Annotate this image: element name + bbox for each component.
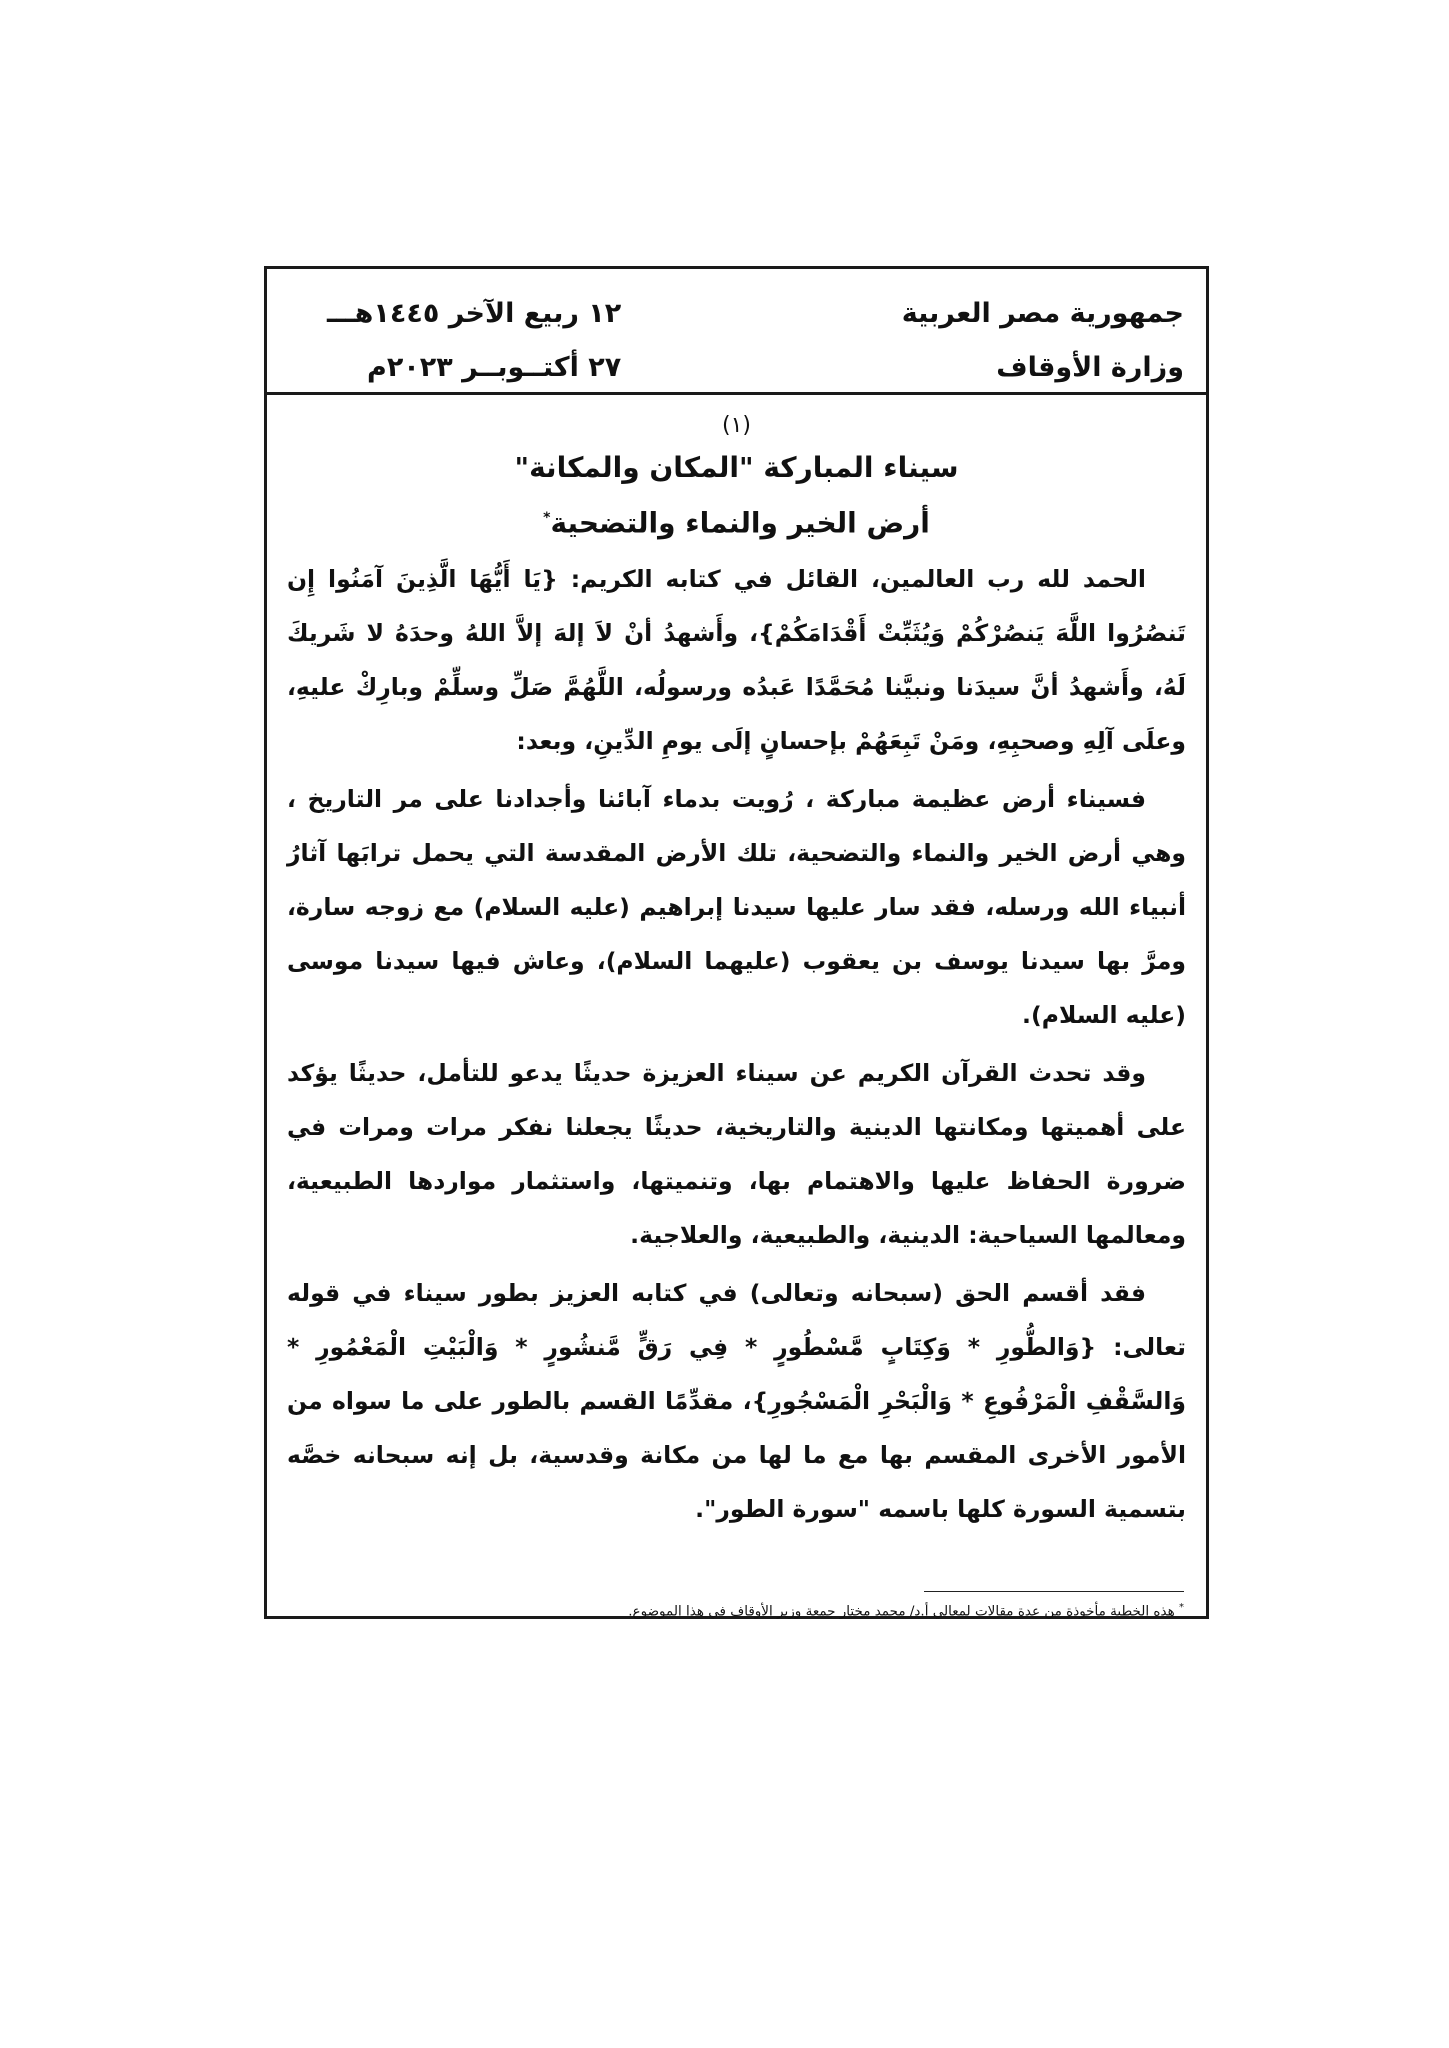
sermon-title-line2	[287, 493, 1186, 548]
sermon-body	[267, 395, 1206, 1538]
date-block	[327, 287, 621, 395]
issuer-block	[902, 287, 1184, 395]
document-header	[267, 269, 1206, 395]
sermon-title-line1: سيناء المباركة "المكان والمكانة"	[514, 451, 959, 484]
paragraph-sinai-land: فسيناء أرض عظيمة مباركة ، رُويت بدماء آبائنا وأجدادنا على مر التاريخ ، وهي أرض الخير والنماء والتضحية، تلك الأرض المقدسة التي يحمل ترابَها آثارُ أنبياء الله ورسله، فقد سار عليها سيدنا إبراهيم (عليه السلام) مع زوجه سارة، ومرَّ بها سيدنا يوسف بن يعقوب (عليهما السلام)، وعاش فيها سيدنا موسى (عليه السلام).	[287, 785, 1186, 1030]
document-frame	[264, 266, 1209, 1619]
paragraph-quran-mention: وقد تحدث القرآن الكريم عن سيناء العزيزة حديثًا يدعو للتأمل، حديثًا يؤكد على أهميتها ومكانتها الدينية والتاريخية، حديثًا يجعلنا نفكر مرات ومرات في ضرورة الحفاظ عليها والاهتمام بها، وتنميتها، واستثمار مواردها الطبيعية، ومعالمها السياحية: الدينية، والطبيعية، والعلاجية.	[287, 1059, 1186, 1250]
footnote	[628, 1599, 1184, 1621]
footnote-divider	[924, 1591, 1184, 1592]
sermon-number: (١)	[721, 413, 751, 438]
country-name: جمهورية مصر العربية	[901, 298, 1184, 329]
hijri-date: ١٢ ربيع الآخر ١٤٤٥هـــ	[327, 298, 622, 329]
paragraph-opening: الحمد لله رب العالمين، القائل في كتابه الكريم: {يَا أَيُّهَا الَّذِينَ آمَنُوا إِن تَنصُرُوا اللَّهَ يَنصُرْكُمْ وَيُثَبِّتْ أَقْدَامَكُمْ}، وأَشهدُ أنْ لاَ إلهَ إلاَّ اللهُ وحدَهُ لا شَريكَ لَهُ، وأَشهدُ أنَّ سيدَنا ونبيَّنا مُحَمَّدًا عَبدُه ورسولُه، اللَّهُمَّ صَلِّ وسلِّمْ وبارِكْ عليهِ، وعلَى آلِهِ وصحبِهِ، ومَنْ تَبِعَهُمْ بإحسانٍ إلَى يومِ الدِّينِ، وبعد:	[287, 565, 1186, 756]
footnote-text: هذه الخطبة مأخوذة من عدة مقالات لمعالي أ.د/ محمد مختار جمعة وزير الأوقاف في هذا الموضوع.	[628, 1603, 1175, 1620]
gregorian-date: ٢٧ أكتــوبــر ٢٠٢٣م	[367, 352, 622, 383]
paragraph-oath-tur: فقد أقسم الحق (سبحانه وتعالى) في كتابه العزيز بطور سيناء في قوله تعالى: {وَالطُّورِ * وَكِتَابٍ مَّسْطُورٍ * فِي رَقٍّ مَّنشُورٍ * وَالْبَيْتِ الْمَعْمُورِ * وَالسَّقْفِ الْمَرْفُوعِ * وَالْبَحْرِ الْمَسْجُورِ}، مقدِّمًا القسم بالطور على ما سواه من الأمور الأخرى المقسم بها مع ما لها من مكانة وقدسية، بل إنه سبحانه خصَّه بتسمية السورة كلها باسمه "سورة الطور".	[287, 1279, 1186, 1524]
ministry-name: وزارة الأوقاف	[996, 352, 1184, 383]
footnote-mark-ref: *	[1179, 1602, 1184, 1613]
title-line2-text: أرض الخير والنماء والتضحية	[550, 506, 930, 540]
footnote-mark: *	[543, 510, 551, 526]
